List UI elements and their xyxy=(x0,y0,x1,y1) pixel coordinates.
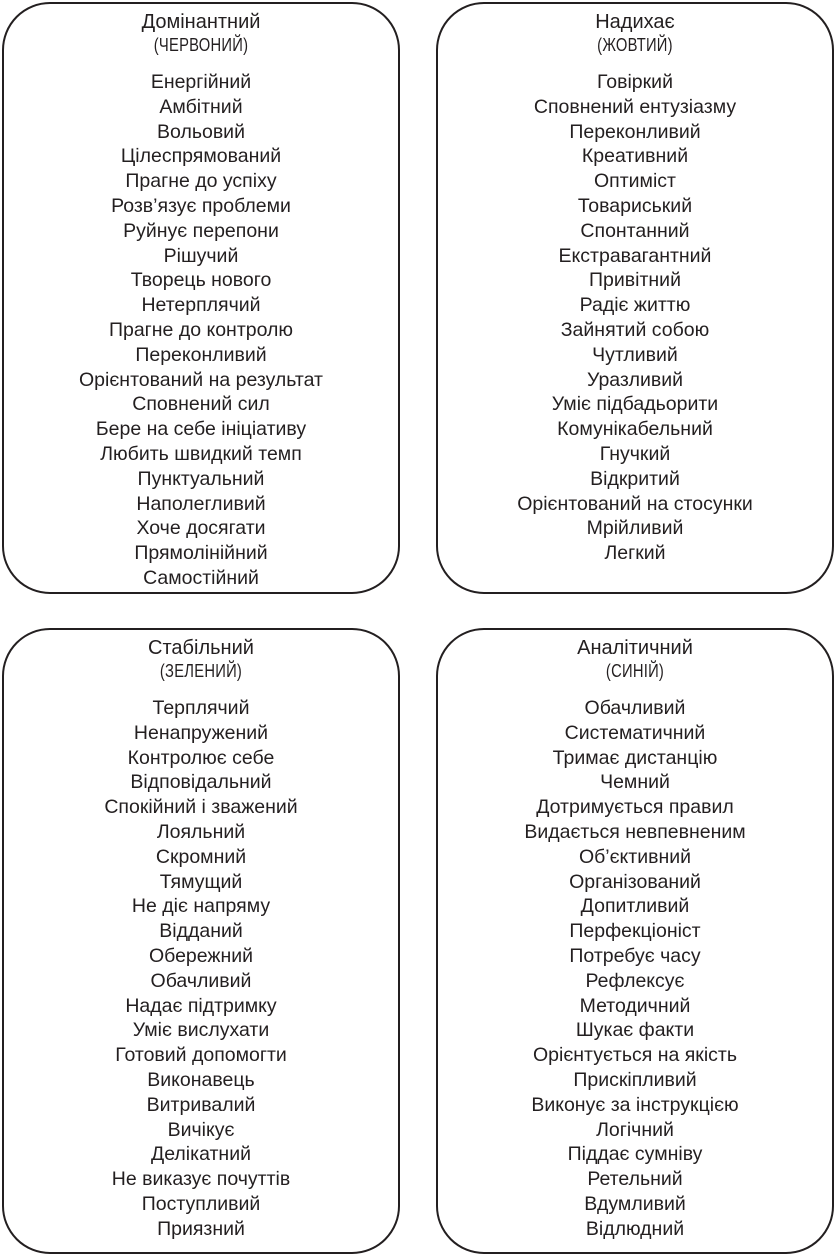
trait-item: Екстравагантний xyxy=(558,244,712,267)
trait-item: Тримає дистанцію xyxy=(552,746,718,769)
trait-item: Оптиміст xyxy=(594,170,676,193)
trait-item: Енергійний xyxy=(150,71,252,93)
trait-item: Уміє підбадьорити xyxy=(551,393,719,416)
trait-item: Нетерплячий xyxy=(141,294,261,317)
card-dominant xyxy=(2,2,400,594)
trait-item: Витривалий xyxy=(146,1093,256,1116)
trait-item: Уразливий xyxy=(586,368,684,391)
trait-item: Перфекціоніст xyxy=(569,920,701,943)
trait-item: Сповнений ентузіазму xyxy=(533,95,737,118)
trait-item: Виконавець xyxy=(147,1068,255,1091)
trait-list xyxy=(438,696,832,1242)
card-analytical xyxy=(436,628,834,1254)
trait-item: Шукає факти xyxy=(575,1019,695,1042)
trait-item: Надає підтримку xyxy=(125,994,277,1017)
trait-item: Скромний xyxy=(155,845,247,868)
trait-item: Тямущий xyxy=(159,870,243,893)
trait-item: Легкий xyxy=(604,542,666,565)
trait-item: Прагне до успіху xyxy=(125,170,277,193)
trait-item: Товариський xyxy=(577,194,693,217)
trait-item: Готовий допомогти xyxy=(115,1044,287,1067)
trait-item: Виконує за інструкцією xyxy=(531,1093,739,1116)
trait-item: Рішучий xyxy=(163,244,239,267)
trait-item: Сповнений сил xyxy=(132,393,270,416)
trait-item: Організований xyxy=(569,870,701,893)
trait-item: Руйнує перепони xyxy=(123,219,279,242)
trait-item: Прагне до контролю xyxy=(108,318,294,341)
trait-item: Наполегливий xyxy=(136,492,266,515)
trait-item: Зайнятий собою xyxy=(560,318,710,341)
trait-item: Терплячий xyxy=(152,697,250,719)
trait-item: Відкритий xyxy=(590,467,680,490)
trait-item: Творець нового xyxy=(130,269,272,292)
trait-item: Рефлексує xyxy=(585,969,685,992)
trait-item: Хоче досягати xyxy=(136,517,266,540)
trait-item: Методичний xyxy=(579,994,691,1017)
card-subtitle: (СИНІЙ) xyxy=(605,661,665,681)
trait-item: Мрійливий xyxy=(586,517,684,540)
trait-item: Прискіпливий xyxy=(573,1068,697,1091)
trait-item: Вичікує xyxy=(167,1118,235,1141)
trait-item: Самостійний xyxy=(143,566,259,589)
card-subtitle: (ЧЕРВОНИЙ) xyxy=(153,35,249,55)
trait-item: Орієнтований на результат xyxy=(79,368,323,391)
trait-item: Радіє життю xyxy=(579,294,691,317)
trait-item: Бере на себе ініціативу xyxy=(95,418,307,441)
trait-item: Ненапружений xyxy=(133,721,269,744)
trait-item: Цілеспрямований xyxy=(120,145,282,168)
card-title: Домінантний xyxy=(141,11,261,33)
trait-item: Контролює себе xyxy=(127,746,275,769)
trait-item: Орієнтується на якість xyxy=(532,1044,738,1067)
trait-item: Обачливий xyxy=(150,969,252,992)
trait-item: Відлюдний xyxy=(585,1217,685,1240)
trait-item: Систематичний xyxy=(564,721,706,744)
trait-item: Говіркий xyxy=(597,71,673,93)
card-title: Аналітичний xyxy=(577,637,693,659)
trait-item: Привітний xyxy=(589,269,681,292)
trait-item: Приязний xyxy=(157,1217,245,1240)
trait-item: Комунікабельний xyxy=(557,418,713,441)
trait-item: Орієнтований на стосунки xyxy=(517,492,753,515)
card-title: Стабільний xyxy=(148,637,254,659)
card-stable xyxy=(2,628,400,1254)
trait-item: Логічний xyxy=(596,1118,674,1141)
trait-item: Амбітний xyxy=(159,95,243,118)
trait-item: Вольовий xyxy=(157,120,245,143)
trait-item: Потребує часу xyxy=(569,944,701,967)
trait-item: Відданий xyxy=(159,920,243,943)
trait-item: Не діє напряму xyxy=(131,895,271,918)
trait-item: Переконливий xyxy=(135,343,267,366)
card-inspiring xyxy=(436,2,834,594)
trait-item: Делікатний xyxy=(151,1143,251,1166)
trait-item: Не виказує почуттів xyxy=(111,1168,291,1191)
trait-item: Дотримується правил xyxy=(536,796,734,819)
trait-item: Вдумливий xyxy=(584,1192,686,1215)
trait-item: Уміє вислухати xyxy=(132,1019,270,1042)
card-subtitle: (ЖОВТИЙ) xyxy=(597,35,673,55)
trait-list xyxy=(4,70,398,591)
trait-item: Розв’язує проблеми xyxy=(111,194,291,217)
trait-item: Спокійний і зважений xyxy=(104,796,298,819)
trait-item: Чемний xyxy=(600,771,670,794)
trait-item: Лояльний xyxy=(156,820,246,843)
trait-item: Видається невпевненим xyxy=(524,820,746,843)
trait-item: Допитливий xyxy=(580,895,690,918)
trait-item: Піддає сумніву xyxy=(567,1143,703,1166)
trait-item: Спонтанний xyxy=(580,219,690,242)
trait-item: Гнучкий xyxy=(599,442,671,465)
trait-item: Пунктуальний xyxy=(137,467,265,490)
trait-list xyxy=(438,70,832,566)
trait-item: Обережний xyxy=(148,944,254,967)
trait-item: Чутливий xyxy=(592,343,678,366)
trait-item: Креативний xyxy=(581,145,689,168)
trait-item: Переконливий xyxy=(569,120,701,143)
trait-item: Відповідальний xyxy=(130,771,272,794)
trait-item: Поступливий xyxy=(141,1192,261,1215)
trait-item: Обачливий xyxy=(584,697,686,719)
card-title: Надихає xyxy=(595,11,675,33)
trait-item: Прямолінійний xyxy=(134,542,268,565)
card-subtitle: (ЗЕЛЕНИЙ) xyxy=(159,661,243,681)
trait-item: Любить швидкий темп xyxy=(100,442,302,465)
trait-item: Об’єктивний xyxy=(578,845,692,868)
trait-item: Ретельний xyxy=(587,1168,683,1191)
trait-list xyxy=(4,696,398,1242)
